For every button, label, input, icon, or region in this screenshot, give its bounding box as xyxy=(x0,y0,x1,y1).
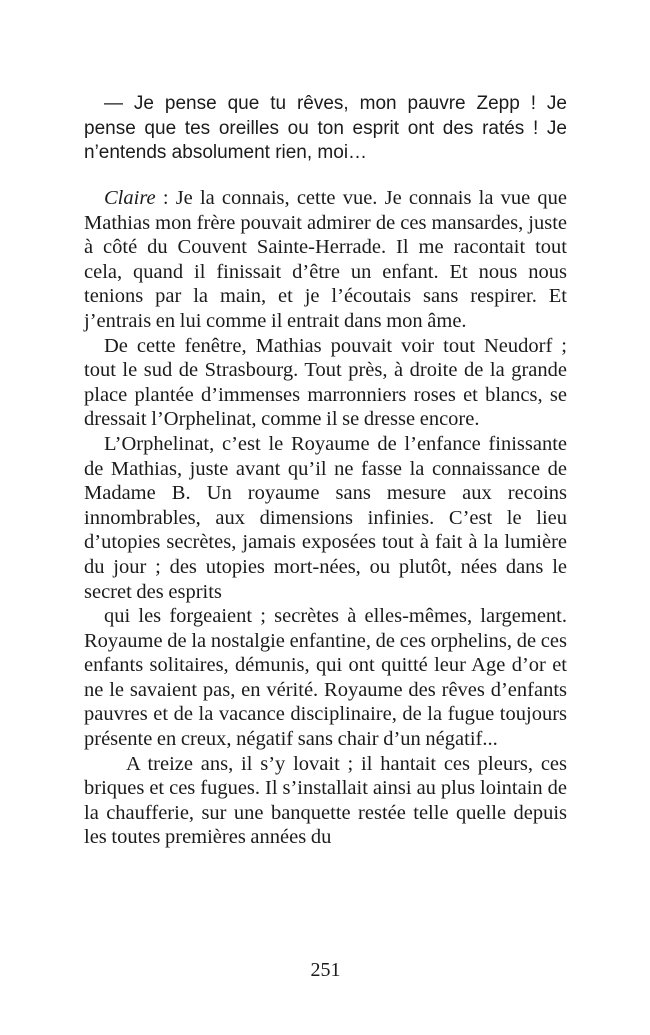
paragraph-orphelinat: L’Orphelinat, c’est le Royaume de l’enfance finissante de Mathias, juste avant qu’il ne fasse la connaissance de Madame B. Un royaume sans mesure aux recoins innombrables, aux dimensions infinies. C’est le lieu d’utopies secrètes, jamais exposées tout à fait à la lumière du jour ; des utopies mort-nées, ou plutôt, nées dans le secret des esprits xyxy=(84,432,567,603)
page-number: 251 xyxy=(310,959,341,981)
paragraph-claire xyxy=(84,186,567,334)
paragraph-treize-ans: A treize ans, il s’y lovait ; il hantait ces pleurs, ces briques et ces fugues. Il s’installait ainsi au plus lointain de la chaufferie, sur une banquette restée telle quelle depuis les toutes premières années du xyxy=(84,752,567,849)
speaker-name: Claire xyxy=(104,187,156,209)
paragraph-royaume: qui les forgeaient ; secrètes à elles-mêmes, largement. Royaume de la nostalgie enfantine, de ces orphelins, de ces enfants solitaires, démunis, qui ont quitté leur Age d’or et ne le savaient pas, en vérité. Royaume des rêves d’enfants pauvres et de la vacance disciplinaire, de la fugue toujours présente en creux, négatif sans chair d’un négatif... xyxy=(84,605,567,751)
book-page xyxy=(84,0,567,1035)
body-text xyxy=(84,186,567,850)
paragraph-claire-text: : Je la connais, cette vue. Je connais la vue que Mathias mon frère pouvait admirer de ces mansardes, juste à côté du Couvent Sainte-Herrade. Il me racontait tout cela, quand il finissait d’être un enfant. Et nous nous tenions par la main, et je l’écoutais sans respirer. Et j’entrais en lui comme il entrait dans mon âme. xyxy=(84,187,567,332)
dialogue-paragraph: — Je pense que tu rêves, mon pauvre Zepp ! Je pense que tes oreilles ou ton esprit ont des ratés ! Je n’entends absolument rien, moi… xyxy=(84,93,567,163)
paragraph-neudorf: De cette fenêtre, Mathias pouvait voir tout Neudorf ; tout le sud de Strasbourg. Tout près, à droite de la grande place plantée d’immenses marronniers roses et blancs, se dressait l’Orphelinat, comme il se dresse encore. xyxy=(84,334,567,431)
